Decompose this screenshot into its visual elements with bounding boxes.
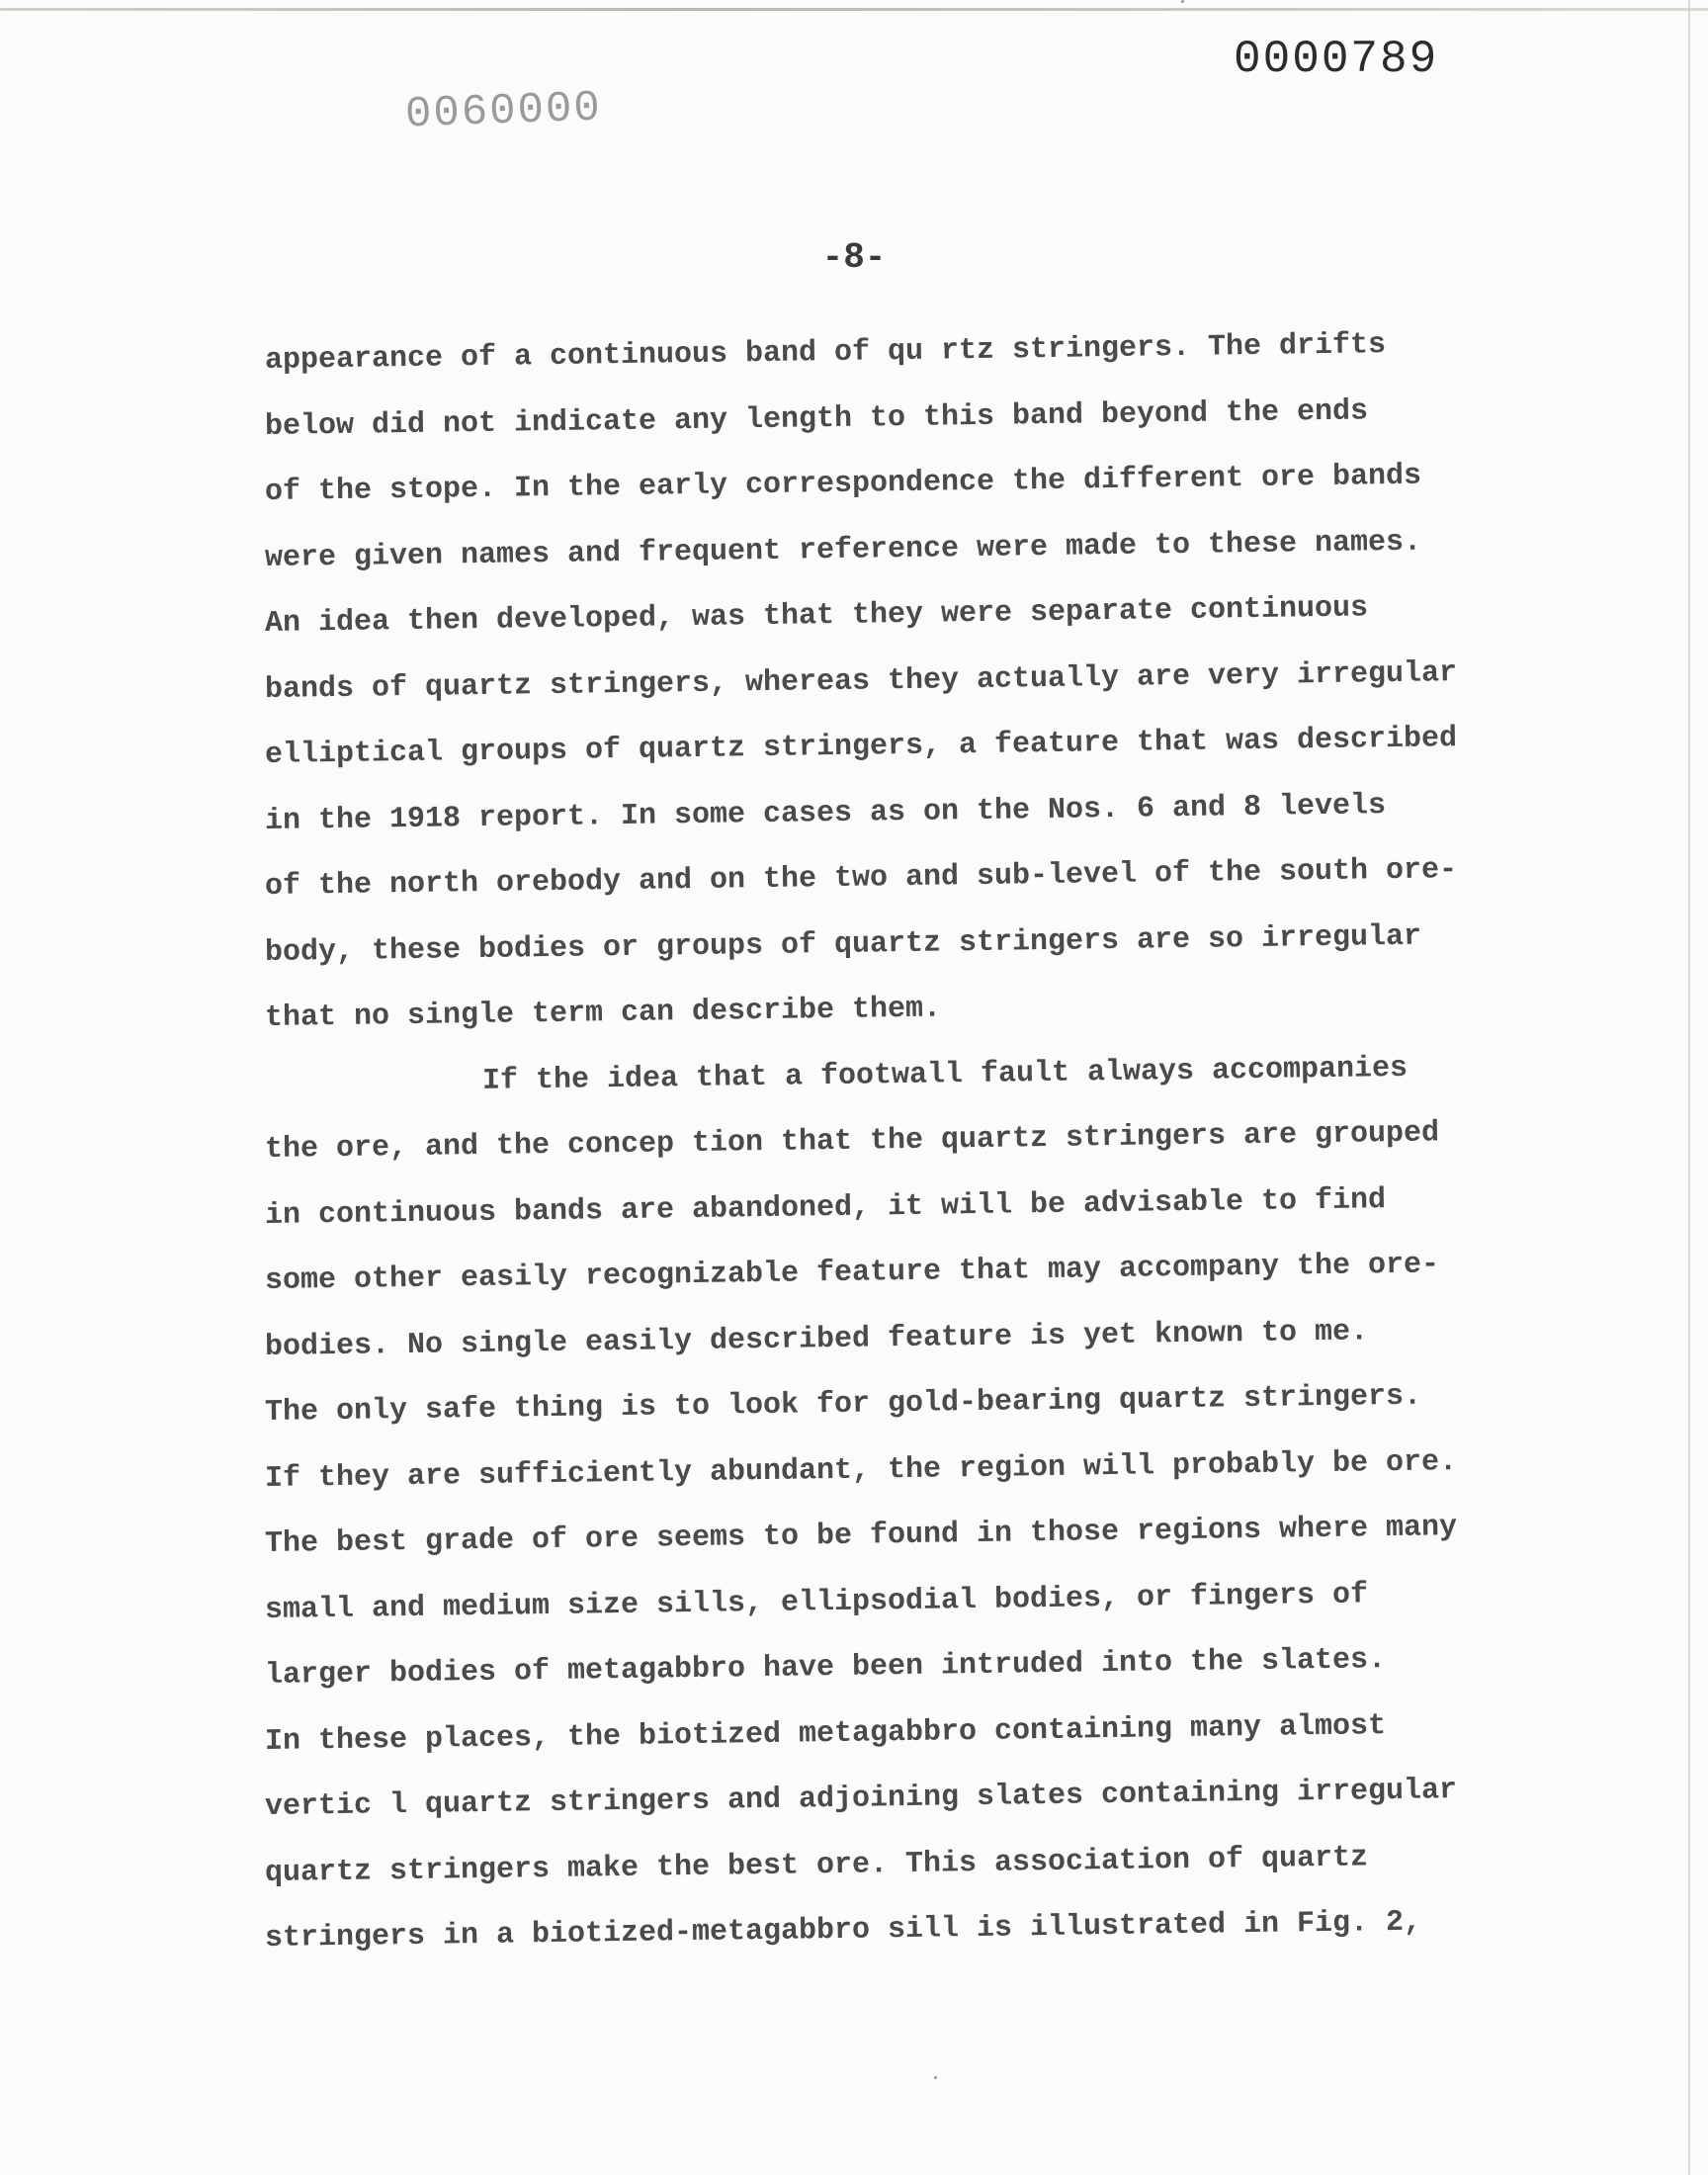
page-edge-top <box>0 8 1708 11</box>
text-line: larger bodies of metagabbro have been intruded into the slates. <box>264 1643 1387 1693</box>
scan-speck <box>1181 0 1184 3</box>
text-line: body, these bodies or groups of quartz stringers are so irregular <box>264 919 1422 970</box>
text-line: in the 1918 report. In some cases as on the Nos. 6 and 8 levels <box>264 788 1387 838</box>
document-number: 0000789 <box>1234 34 1439 85</box>
text-line: appearance of a continuous band of qu rtz stringers. The drifts <box>264 328 1387 378</box>
text-line: quartz stringers make the best ore. This association of quartz <box>264 1840 1369 1890</box>
text-line: the ore, and the concep tion that the quartz stringers are grouped <box>264 1116 1440 1167</box>
text-line: In these places, the biotized metagabbro containing many almost <box>264 1708 1387 1759</box>
text-line: some other easily recognizable feature that may accompany the ore- <box>264 1248 1440 1298</box>
body-text <box>265 328 1629 1972</box>
text-line: The only safe thing is to look for gold-bearing quartz stringers. <box>264 1379 1422 1430</box>
page-edge-right <box>1688 0 1690 2175</box>
scan-speck <box>934 2076 937 2079</box>
text-line: small and medium size sills, ellipsodial bodies, or fingers of <box>264 1577 1369 1627</box>
text-line: bands of quartz stringers, whereas they actually are very irregular <box>264 655 1458 707</box>
stamped-number: 0060000 <box>404 83 603 140</box>
text-line: stringers in a biotized-metagabbro sill is illustrated in Fig. 2, <box>264 1905 1422 1956</box>
text-line: below did not indicate any length to this band beyond the ends <box>264 393 1369 444</box>
text-line: bodies. No single easily described feature is yet known to me. <box>264 1314 1369 1364</box>
page-number: -8- <box>821 237 887 278</box>
text-line: were given names and frequent reference were made to these names. <box>264 525 1422 575</box>
text-line: vertic l quartz stringers and adjoining slates containing irregular <box>264 1774 1458 1824</box>
text-line: The best grade of ore seems to be found in those regions where many <box>264 1511 1458 1561</box>
text-line: of the north orebody and on the two and sub-level of the south ore- <box>264 853 1458 904</box>
text-line: If they are sufficiently abundant, the region will probably be ore. <box>264 1444 1458 1496</box>
text-line: that no single term can describe them. <box>264 992 942 1035</box>
text-line: If the idea that a footwall fault always accompanies <box>481 1051 1409 1098</box>
text-line: elliptical groups of quartz stringers, a feature that was described <box>264 722 1458 772</box>
text-line: in continuous bands are abandoned, it will be advisable to find <box>264 1182 1387 1233</box>
text-line: of the stope. In the early correspondence the different ore bands <box>264 459 1422 509</box>
text-line: An idea then developed, was that they were separate continuous <box>264 591 1369 641</box>
